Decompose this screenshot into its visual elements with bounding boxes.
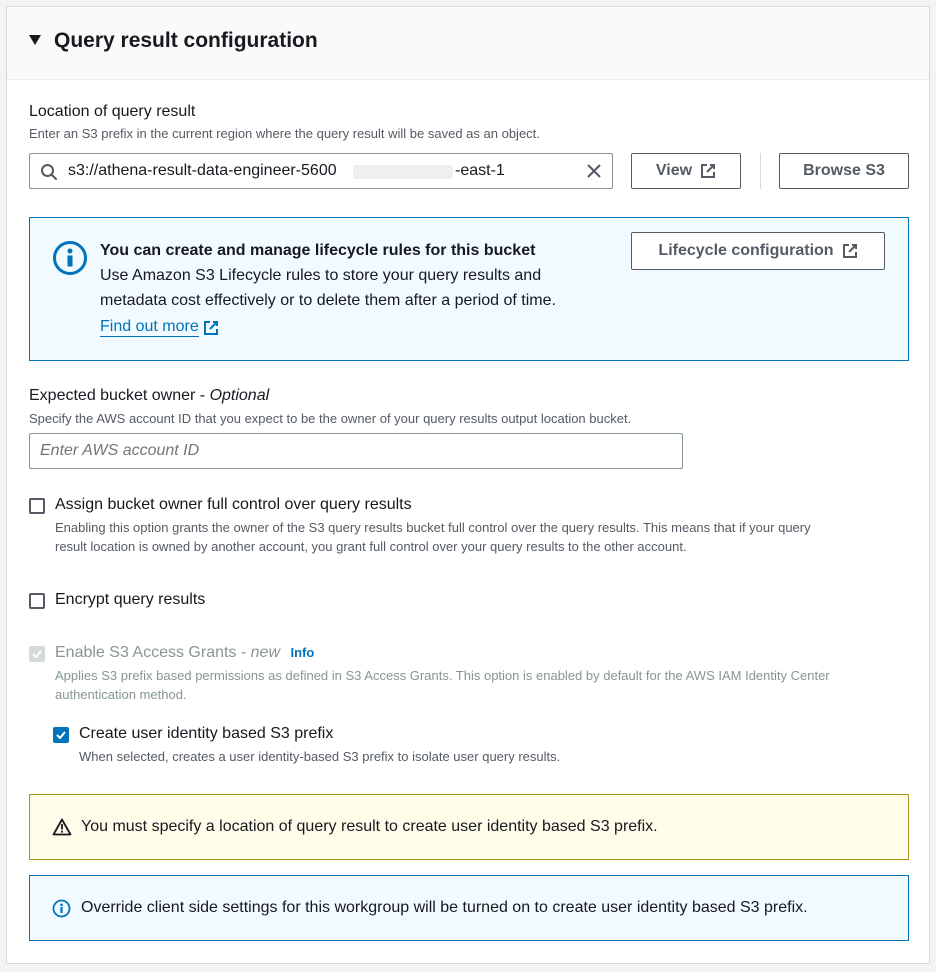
encrypt-checkbox[interactable] [29,593,45,609]
view-button[interactable] [631,153,741,189]
owner-optional: Optional [209,387,270,404]
lifecycle-alert-title: You can create and manage lifecycle rules for this bucket [100,242,536,259]
info-note-alert [29,875,909,941]
location-value-suffix: -east-1 [455,162,505,179]
owner-description: Specify the AWS account ID that you expect to be the owner of your query results output location bucket. [29,411,632,426]
warning-alert [29,794,909,860]
owner-label-text: Expected bucket owner [29,387,196,404]
assign-full-control-label: Assign bucket owner full control over query results [55,496,412,513]
owner-label [29,387,269,405]
warning-text: You must specify a location of query result to create user identity based S3 prefix. [81,818,658,835]
access-grants-checkbox [29,646,45,662]
checkmark-icon [55,729,67,741]
identity-prefix-label: Create user identity based S3 prefix [79,725,334,742]
location-value-prefix: s3://athena-result-data-engineer-5600 [68,162,337,179]
find-out-more-label: Find out more [100,318,199,335]
find-out-more-link[interactable] [100,318,219,337]
section-title: Query result configuration [54,29,318,52]
access-grants-desc-line2: authentication method. [55,687,187,702]
access-grants-label [55,644,314,662]
identity-prefix-checkbox[interactable] [53,727,69,743]
info-icon [52,240,88,276]
lifecycle-alert-body-line1: Use Amazon S3 Lifecycle rules to store your query results and [100,267,542,284]
identity-prefix-description: When selected, creates a user identity-based S3 prefix to isolate user query results. [79,749,561,764]
location-label: Location of query result [29,103,196,120]
lifecycle-alert-body-line2: metadata cost effectively or to delete them after a period of time. [100,292,556,309]
assign-full-control-desc-line1: Enabling this option grants the owner of the S3 query results bucket full control over the query results. This means that if your query [55,520,811,535]
external-link-icon [700,163,716,179]
browse-s3-button[interactable] [779,153,909,189]
lifecycle-configuration-button[interactable] [631,232,885,270]
browse-s3-label: Browse S3 [803,162,885,179]
encrypt-label: Encrypt query results [55,591,206,608]
lifecycle-info-alert [29,217,909,361]
caret-down-icon[interactable] [29,35,41,45]
search-icon [40,163,58,181]
button-divider [760,153,761,189]
assign-full-control-checkbox[interactable] [29,498,45,514]
location-input[interactable] [29,153,613,189]
location-description: Enter an S3 prefix in the current region where the query result will be saved as an object. [29,126,540,141]
view-button-label: View [655,162,693,179]
clear-icon[interactable] [586,163,602,179]
info-note-text: Override client side settings for this workgroup will be turned on to create user identity based S3 prefix. [81,899,808,916]
redacted-segment [353,165,453,179]
query-result-configuration-panel [6,6,930,964]
new-tag: new [250,644,281,661]
external-link-icon [842,243,858,259]
info-icon [52,899,71,918]
lifecycle-configuration-label: Lifecycle configuration [658,242,834,259]
checkmark-icon [31,648,43,660]
external-link-icon [203,320,219,336]
warning-icon [52,818,72,836]
access-grants-label-text: Enable S3 Access Grants - [55,644,247,661]
access-grants-desc-line1: Applies S3 prefix based permissions as defined in S3 Access Grants. This option is enabled by default for the AWS IAM Identity Center [55,668,830,683]
owner-label-dash: - [199,387,210,404]
section-header[interactable] [7,7,929,80]
assign-full-control-desc-line2: result location is owned by another account, you grant full control over your query results to the other account. [55,539,687,554]
info-link[interactable]: Info [290,645,315,660]
account-id-input[interactable] [29,433,683,469]
